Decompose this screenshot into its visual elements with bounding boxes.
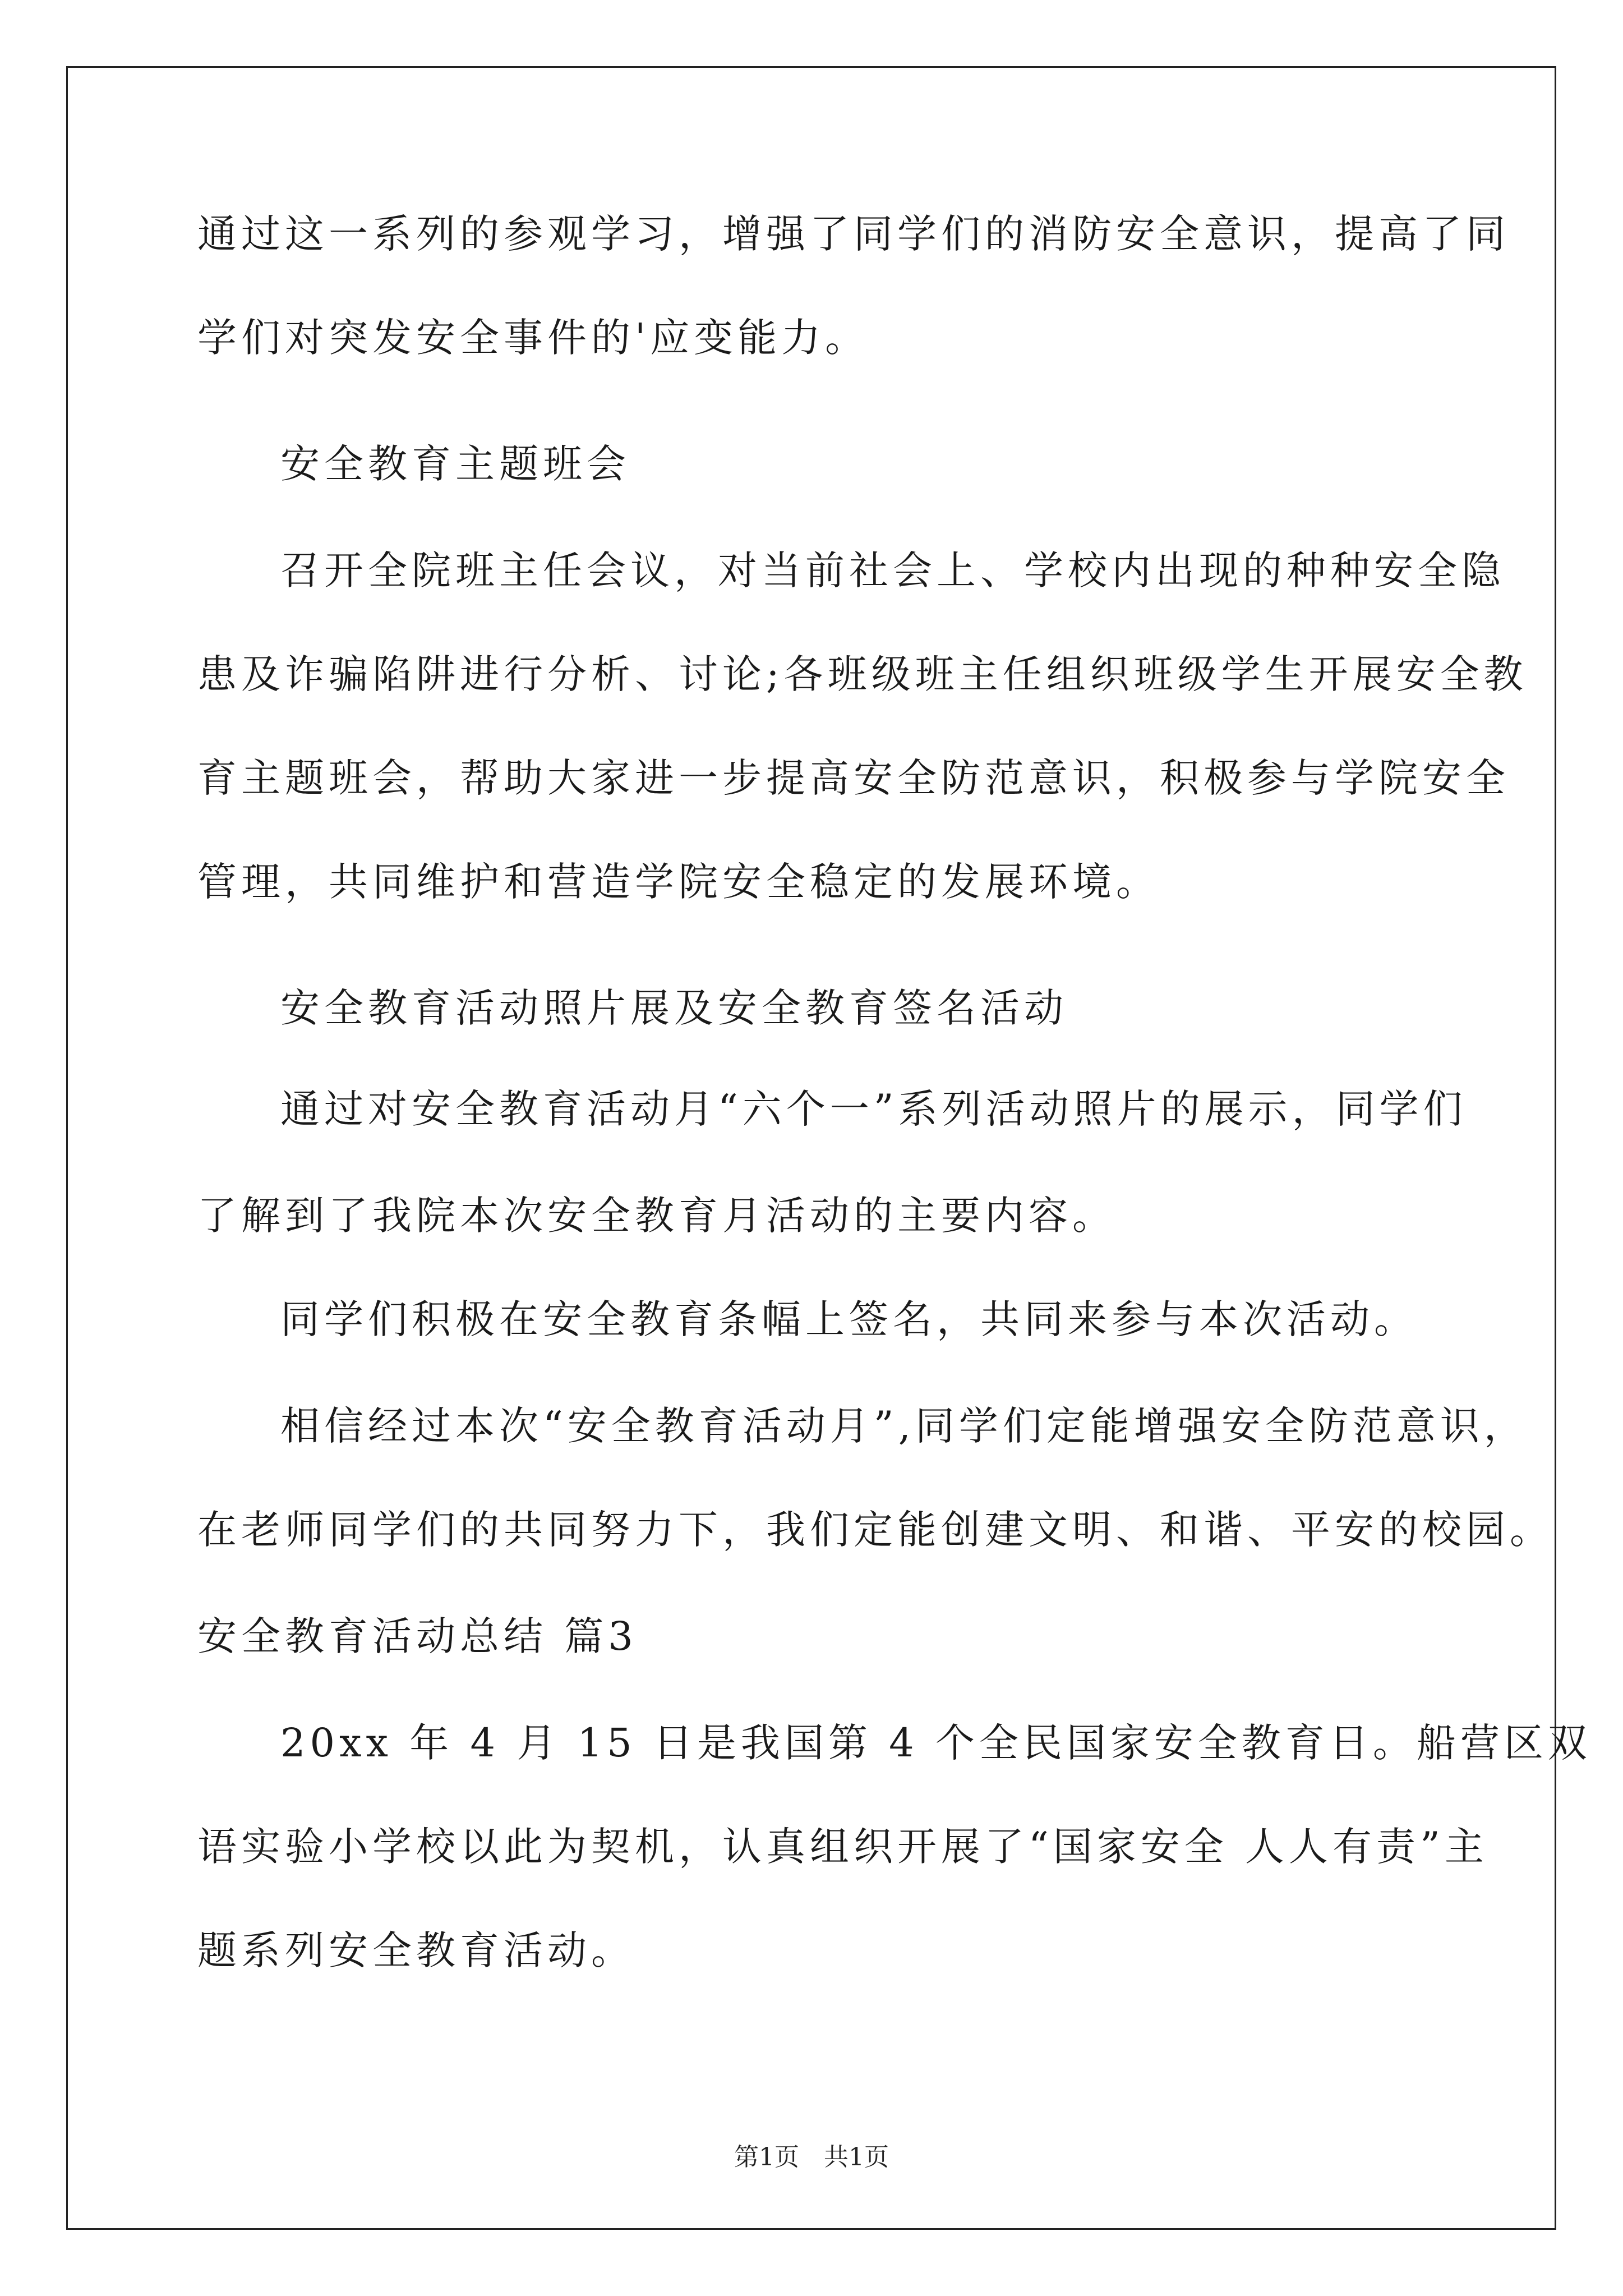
section-heading: 安全教育主题班会 xyxy=(280,441,630,487)
body-line: 相信经过本次“安全教育活动月”,同学们定能增强安全防范意识， xyxy=(280,1403,1528,1449)
body-line: 召开全院班主任会议，对当前社会上、学校内出现的种种安全隐 xyxy=(280,547,1505,593)
body-line: 通过对安全教育活动月“六个一”系列活动照片的展示，同学们 xyxy=(280,1086,1467,1132)
body-line: 在老师同学们的共同努力下，我们定能创建文明、和谐、平安的校园。 xyxy=(197,1507,1553,1553)
page-border xyxy=(66,66,1556,2230)
body-line: 学们对突发安全事件的'应变能力。 xyxy=(197,315,869,361)
body-line: 了解到了我院本次安全教育月活动的主要内容。 xyxy=(197,1193,1116,1239)
body-line: 语实验小学校以此为契机，认真组织开展了“国家安全 人人有责”主 xyxy=(197,1824,1488,1870)
section-heading: 安全教育活动照片展及安全教育签名活动 xyxy=(280,985,1068,1031)
page-footer: 第1页 共1页 xyxy=(734,2143,889,2171)
body-line: 育主题班会，帮助大家进一步提高安全防范意识，积极参与学院安全 xyxy=(197,755,1510,801)
body-line: 同学们积极在安全教育条幅上签名，共同来参与本次活动。 xyxy=(280,1296,1418,1342)
body-line: 患及诈骗陷阱进行分析、讨论;各班级班主任组织班级学生开展安全教 xyxy=(197,651,1528,697)
section-title: 安全教育活动总结 篇3 xyxy=(197,1613,638,1659)
body-line: 通过这一系列的参观学习，增强了同学们的消防安全意识，提高了同 xyxy=(197,211,1510,257)
body-line: 题系列安全教育活动。 xyxy=(197,1927,635,1973)
body-line: 20xx 年 4 月 15 日是我国第 4 个全民国家安全教育日。船营区双 xyxy=(280,1720,1592,1766)
body-line: 管理，共同维护和营造学院安全稳定的发展环境。 xyxy=(197,859,1160,905)
